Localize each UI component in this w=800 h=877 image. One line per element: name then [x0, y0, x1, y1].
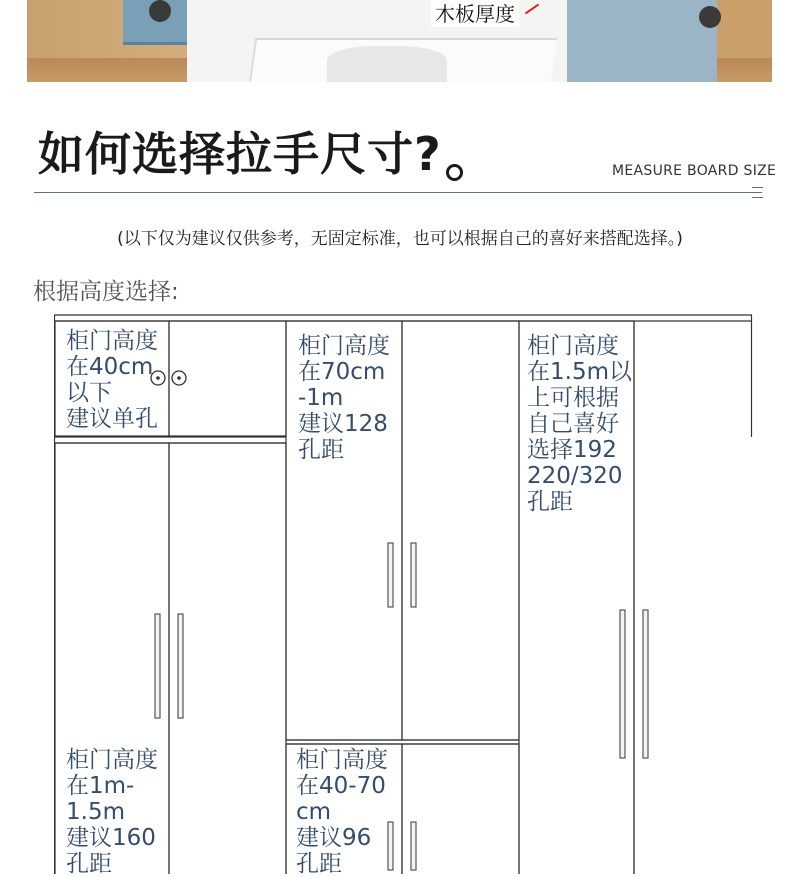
- advisory-note: (以下仅为建议仅供参考，无固定标准，也可以根据自己的喜好来搭配选择。): [117, 229, 683, 249]
- label-1m-1-5m: 柜门高度 在1m- 1.5m 建议160 孔距: [66, 747, 158, 877]
- knob-center: [177, 376, 181, 380]
- door-40-70-right: [402, 744, 519, 874]
- drawer-inner: [327, 46, 447, 82]
- cabinet-size-diagram: [54, 314, 754, 877]
- label-under-40cm: 柜门高度 在40cm 以下 建议单孔: [66, 328, 158, 432]
- handle-160: [178, 614, 183, 718]
- caster-wheel: [149, 0, 171, 22]
- door-70-1m-right: [402, 321, 519, 740]
- divider-tick: [752, 197, 763, 198]
- product-photo-strip: [27, 0, 772, 82]
- board-thickness-label: 木板厚度: [431, 0, 519, 27]
- title-circle-mark: [446, 164, 463, 181]
- measure-caption: MEASURE BOARD SIZE: [612, 163, 777, 179]
- cabinet-outline-drawing: [54, 314, 754, 874]
- handle-192-320: [620, 610, 625, 758]
- divider-tick: [752, 187, 763, 188]
- handle-160: [155, 614, 160, 718]
- label-70cm-1m: 柜门高度 在70cm -1m 建议128 孔距: [298, 333, 390, 463]
- heading-divider: [34, 192, 762, 193]
- section-subtitle: 根据高度选择:: [33, 279, 179, 305]
- handle-128: [411, 543, 416, 607]
- handle-128: [388, 543, 393, 607]
- handle-192-320: [643, 610, 648, 758]
- cabinet-right-side: [567, 0, 717, 82]
- door-1m-1-5m-right: [169, 443, 286, 874]
- caster-wheel: [699, 6, 721, 28]
- page-title: 如何选择拉手尺寸?: [38, 127, 442, 181]
- label-40-70cm: 柜门高度 在40-70 cm 建议96 孔距: [296, 747, 388, 877]
- handle-96: [388, 822, 393, 870]
- handle-96: [411, 822, 416, 870]
- label-over-1-5m: 柜门高度 在1.5m以 上可根据 自己喜好 选择192 220/320 孔距: [527, 333, 632, 515]
